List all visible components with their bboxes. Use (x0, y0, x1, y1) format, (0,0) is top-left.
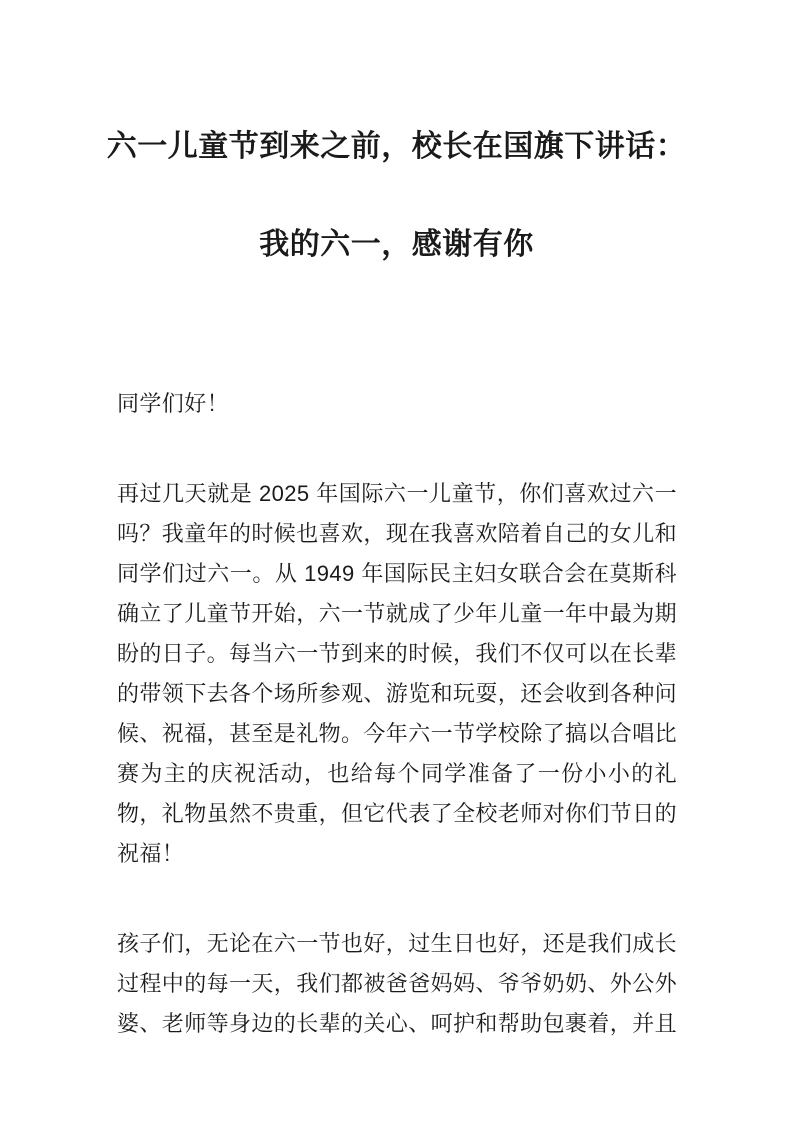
paragraph-gratitude: 孩子们，无论在六一节也好，过生日也好，还是我们成长过程中的每一天，我们都被爸爸妈妈、爷爷奶奶、外公外婆、老师等身边的长辈的关心、呵护和帮助包裹着，并且 (117, 931, 678, 1036)
document-title-line-1: 六一儿童节到来之前，校长在国旗下讲话： (106, 130, 687, 163)
document-title-line-2: 我的六一，感谢有你 (259, 228, 534, 261)
document-body (0, 384, 793, 1044)
paragraph-childrens-day-history: 再过几天就是 2025 年国际六一儿童节，你们喜欢过六一吗？我童年的时候也喜欢，现在我喜欢陪着自己的女儿和同学们过六一。从 1949 年国际民主妇女联合会在莫斯科确立了儿童节开始，六一节就成了少年儿童一年中最为期盼的日子。每当六一节到来的时候，我们不仅可以在长辈的带领下去各个场所参观、游览和玩耍，还会收到各种问候、祝福，甚至是礼物。今年六一节学校除了搞以合唱比赛为主的庆祝活动，也给每个同学准备了一份小小的礼物，礼物虽然不贵重，但它代表了全校老师对你们节日的祝福！ (117, 481, 678, 866)
paragraph-greeting: 同学们好！ (117, 391, 230, 416)
